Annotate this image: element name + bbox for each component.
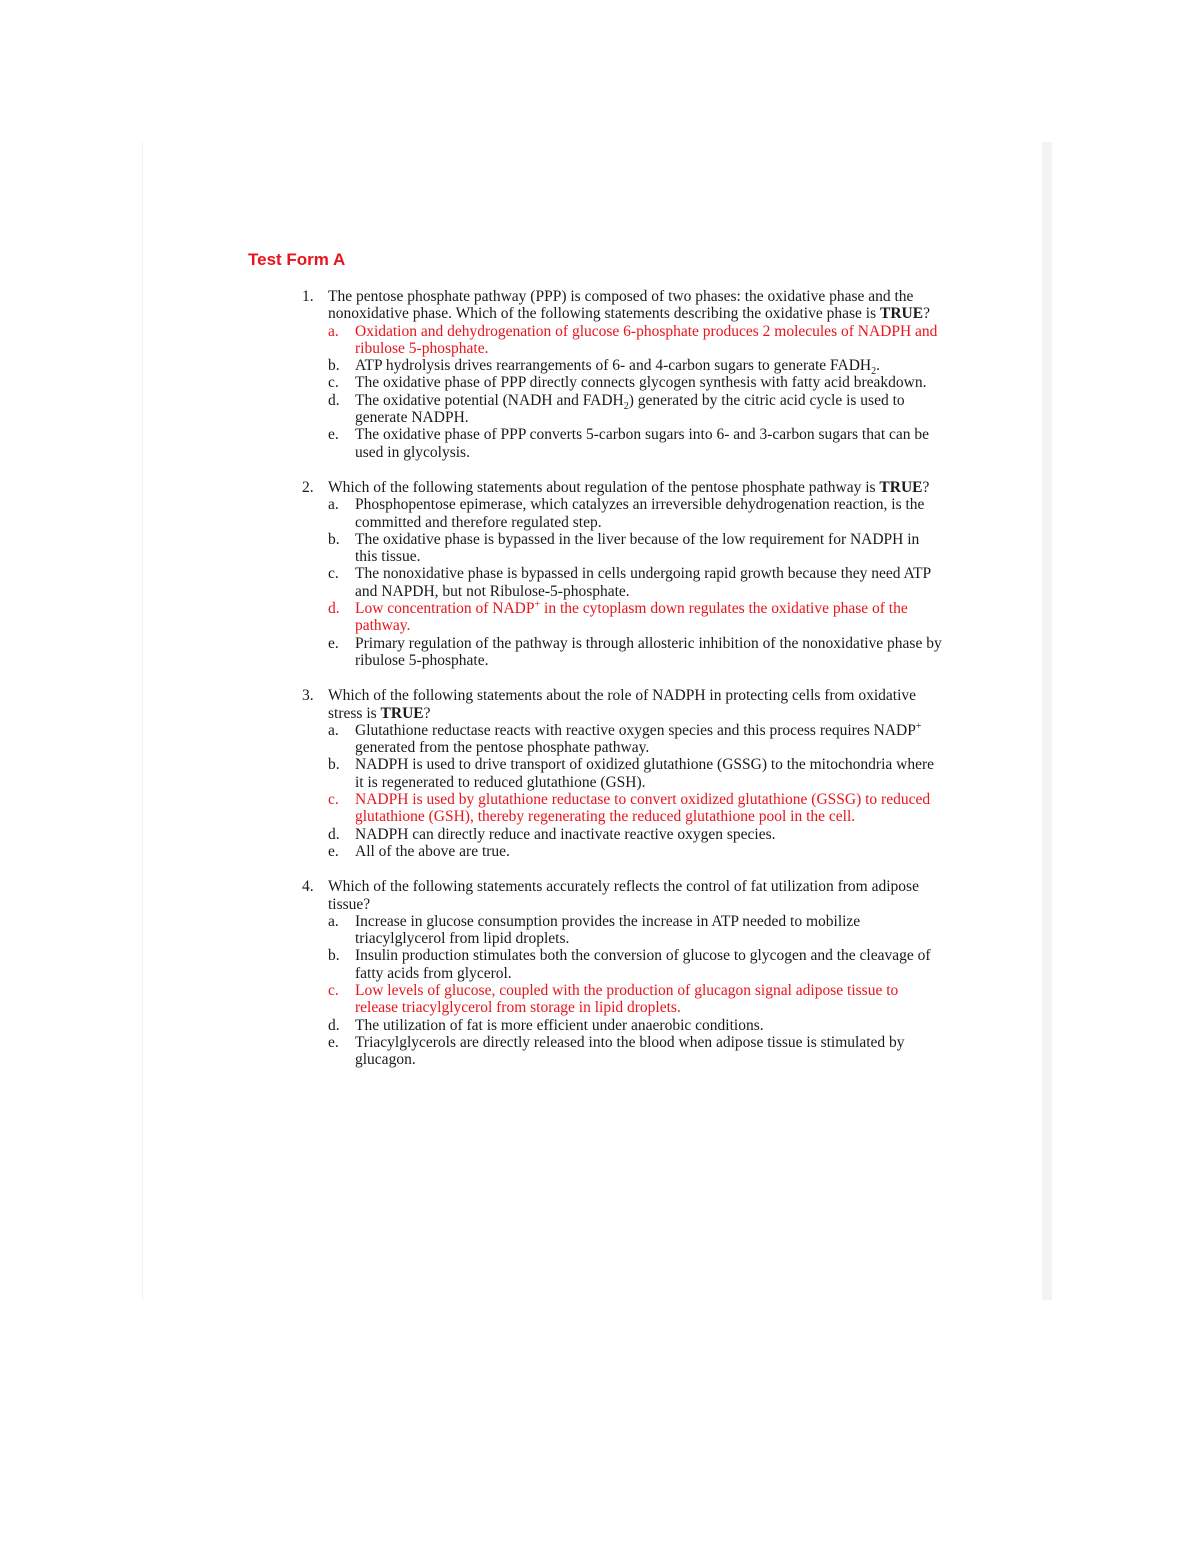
answer-option-correct [328,323,945,358]
answer-option [328,756,945,791]
option-text: Oxidation and dehydrogenation of glucose 6-phosphate produces 2 molecules of NADPH and ribulose 5-phosphate. [355,322,938,357]
option-text: The oxidative phase of PPP converts 5-carbon sugars into 6- and 3-carbon sugars that can be used in glycolysis. [355,426,930,461]
answer-option [328,496,945,531]
option-text-end: . [876,357,880,375]
option-text: The oxidative phase of PPP directly connects glycogen synthesis with fatty acid breakdown. [355,374,927,392]
answer-option [328,426,945,461]
option-text: Primary regulation of the pathway is through allosteric inhibition of the nonoxidative phase by ribulose 5-phosphate. [355,634,942,669]
answer-options [328,722,945,860]
question-text-end: ? [922,478,930,496]
question-item [300,878,945,1068]
option-letter: b. [328,357,340,375]
option-letter: c. [328,981,339,999]
option-text: Insulin production stimulates both the conversion of glucose to glycogen and the cleavage of fatty acids from glycerol. [355,947,931,982]
answer-options [328,913,945,1069]
option-letter: e. [328,842,339,860]
option-letter: a. [328,912,339,930]
question-text-part: The pentose phosphate pathway (PPP) is composed of two phases: the oxidative phase and the nonoxidative phase. Which of the following statements describing the oxidative phase is [328,288,914,323]
option-superscript: + [534,598,541,610]
answer-option [328,392,945,427]
question-number: 1. [302,288,314,305]
option-text: Increase in glucose consumption provides the increase in ATP needed to mobilize triacylglycerol from lipid droplets. [355,912,861,948]
option-letter: b. [328,756,340,774]
option-letter: a. [328,322,339,340]
option-letter: d. [328,1016,340,1034]
option-text-end: generated from the pentose phosphate pathway. [355,739,650,757]
option-text-end: in the cytoplasm down regulates the oxidative phase of the pathway. [355,600,908,635]
answer-option [328,531,945,566]
question-text-part: Which of the following statements about the role of NADPH in protecting cells from oxidative stress is [328,687,917,722]
scrollbar-track[interactable] [1042,142,1052,1300]
answer-option [328,913,945,948]
option-text: Low concentration of NADP [355,600,535,618]
answer-options [328,496,945,669]
question-emphasis: TRUE [880,305,924,323]
answer-option [328,565,945,600]
option-text: Phosphopentose epimerase, which catalyzes an irreversible dehydrogenation reaction, is the committed and therefore regulated step. [355,496,925,531]
question-number: 3. [302,687,314,705]
question-text [328,288,945,323]
question-emphasis: TRUE [879,478,923,496]
option-letter: e. [328,426,339,444]
option-text: NADPH is used to drive transport of oxidized glutathione (GSSG) to the mitochondria where it is regenerated to reduced glutathione (GSH). [355,756,934,791]
option-letter: a. [328,721,339,739]
question-item [300,687,945,860]
option-letter: d. [328,600,340,618]
option-text: The oxidative potential (NADH and FADH [355,391,624,409]
question-number: 4. [302,878,314,896]
option-letter: c. [328,565,339,583]
option-text: NADPH can directly reduce and inactivate reactive oxygen species. [355,825,776,843]
question-text-part: Which of the following statements about regulation of the pentose phosphate pathway is [328,478,880,496]
option-letter: a. [328,496,339,514]
question-text-end: ? [923,305,930,323]
answer-option [328,947,945,982]
option-text: The utilization of fat is more efficient under anaerobic conditions. [355,1016,764,1034]
option-letter: b. [328,947,340,965]
answer-options [328,323,945,461]
option-text: The oxidative phase is bypassed in the liver because of the low requirement for NADPH in this tissue. [355,530,920,566]
option-superscript: + [915,720,922,732]
option-letter: d. [328,391,340,409]
question-emphasis: TRUE [380,704,424,722]
option-letter: e. [328,1033,339,1051]
answer-option [328,722,945,757]
answer-option-correct [328,600,945,635]
question-item [300,288,945,461]
page-title: Test Form A [248,250,346,269]
question-text [328,878,945,913]
option-letter: b. [328,530,340,548]
answer-option [328,1017,945,1034]
option-text: Triacylglycerols are directly released into the blood when adipose tissue is stimulated by glucagon. [355,1033,905,1069]
answer-option [328,635,945,670]
question-text-end: ? [423,704,431,722]
question-text [328,687,945,722]
question-item [300,479,945,669]
option-letter: e. [328,634,339,652]
option-text-end: ) generated by the citric acid cycle is used to generate NADPH. [355,391,905,427]
option-text: Glutathione reductase reacts with reactive oxygen species and this process requires NADP [355,721,916,739]
option-text: The nonoxidative phase is bypassed in cells undergoing rapid growth because they need ATP and NAPDH, but not Ribulose-5-phosphate. [355,565,931,600]
option-letter: d. [328,825,340,843]
question-text [328,479,945,496]
option-text: ATP hydrolysis drives rearrangements of 6- and 4-carbon sugars to generate FADH [355,357,872,375]
answer-option [328,357,945,378]
answer-option [328,1034,945,1069]
option-subscript: 2 [871,366,877,378]
answer-option [328,826,945,843]
option-letter: c. [328,374,339,392]
question-list [300,288,945,1086]
answer-option [328,374,945,391]
answer-option-correct [328,791,945,826]
option-subscript: 2 [623,400,629,412]
answer-option-correct [328,982,945,1017]
option-letter: c. [328,791,339,809]
question-number: 2. [302,478,314,496]
answer-option [328,843,945,860]
option-text: Low levels of glucose, coupled with the production of glucagon signal adipose tissue to release triacylglycerol from storage in lipid droplets. [355,981,899,1017]
option-text: All of the above are true. [355,842,510,860]
option-text: NADPH is used by glutathione reductase to convert oxidized glutathione (GSSG) to reduced glutathione (GSH), thereby regenerating the reduced glutathione pool in the cell. [355,791,931,826]
question-text-part: Which of the following statements accurately reflects the control of fat utilization from adipose tissue? [328,878,919,913]
